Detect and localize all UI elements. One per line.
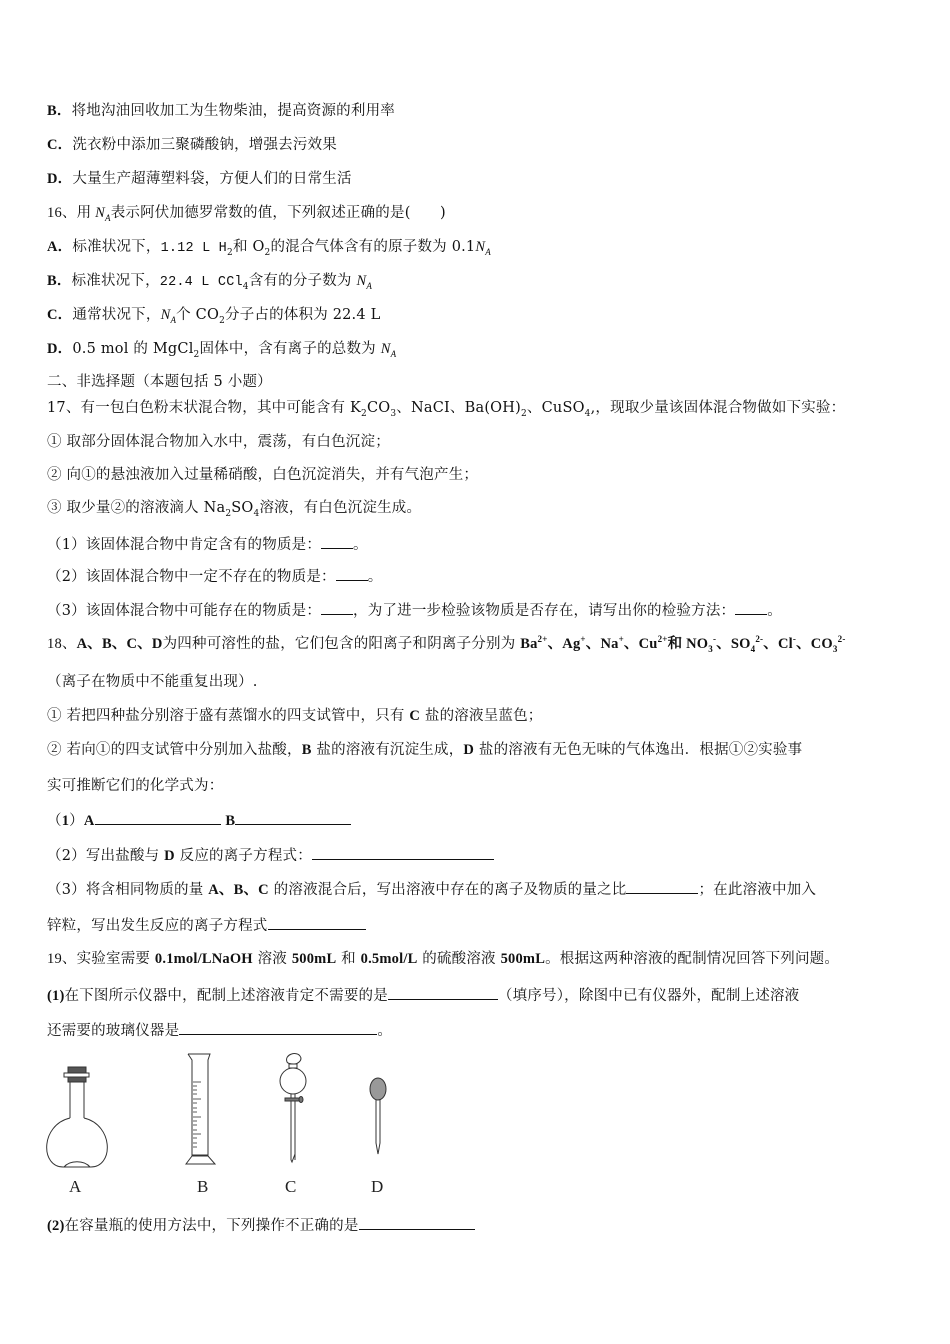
q18-sub-1 (47, 810, 351, 831)
q18-condition-2 (47, 740, 802, 760)
subscript: A (390, 348, 397, 359)
text: 在下图所示仪器中，配制上述溶液肯定不需要的是 (64, 988, 388, 1004)
separatory-funnel-icon (280, 1054, 306, 1162)
figure-label-a: A (69, 1177, 82, 1196)
text: （填序号），除图中已有仪器外，配制上述溶液 (497, 988, 800, 1004)
text: 锌粒，写出发生反应的离子方程式 (47, 918, 268, 934)
subscript: 2 (520, 408, 527, 419)
q16-option-c (47, 305, 380, 325)
subscript: 2 (361, 408, 367, 419)
q18-note: （离子在物质中不能重复出现）. (47, 674, 258, 690)
text: （ (47, 813, 62, 829)
text: ,，现取少量该固体混合物做如下实验： (590, 400, 846, 416)
text: （3）该固体混合物中可能存在的物质是： (47, 603, 322, 619)
q19-sub-1-cont (47, 1020, 392, 1041)
avogadro-symbol: N (95, 205, 105, 221)
option-letter: D． (47, 171, 73, 187)
q15-option-b (47, 101, 395, 121)
answer-blank-b[interactable] (235, 810, 351, 825)
answer-blank[interactable] (735, 600, 767, 615)
text: A、B、C (208, 882, 269, 898)
text: (1) (47, 988, 65, 1004)
graduated-cylinder-icon (186, 1054, 215, 1164)
q15-option-d (47, 169, 352, 189)
q18-sub-3-cont (47, 915, 366, 936)
text: 和 (336, 951, 361, 967)
text: 实验室需要 (76, 951, 155, 967)
q17-step-1: ① 取部分固体混合物加入水中，震荡，有白色沉淀； (47, 434, 390, 450)
text: 500mL (291, 951, 337, 967)
q19-sub-2 (47, 1215, 475, 1236)
text: ① 若把四种盐分别溶于盛有蒸馏水的四支试管中，只有 (47, 708, 410, 724)
text: ② 若向①的四支试管中分别加入盐酸， (47, 742, 302, 758)
volumetric-flask-icon (47, 1067, 108, 1167)
text: 在容量瓶的使用方法中，下列操作不正确的是 (64, 1218, 359, 1234)
text: 标准状况下， (72, 239, 161, 255)
answer-blank[interactable] (321, 600, 353, 615)
option-letter: B． (47, 273, 72, 289)
q16-option-a (47, 237, 491, 259)
answer-blank[interactable] (179, 1020, 377, 1035)
text: ，为了进一步检验该物质是否存在，请写出你的检验方法： (353, 603, 736, 619)
dropper-icon (370, 1078, 386, 1154)
subscript: 2 (219, 315, 225, 326)
text: （2）该固体混合物中一定不存在的物质是： (47, 569, 336, 585)
answer-blank[interactable] (268, 915, 366, 930)
q16-option-d (47, 339, 396, 359)
subscript: A (366, 280, 373, 291)
text: 通常状况下， (72, 307, 161, 323)
subscript: 4 (584, 408, 591, 419)
text: 。 (377, 1023, 393, 1039)
text: 溶液 (252, 951, 292, 967)
text: 1.12 L H (160, 241, 227, 256)
text: 和 O (232, 239, 265, 255)
answer-blank[interactable] (388, 985, 498, 1000)
question-number: 18、 (47, 636, 77, 652)
text: （3）将含相同物质的量 (47, 882, 209, 898)
text: B (225, 813, 236, 829)
avogadro-symbol: N (160, 307, 171, 323)
q16-option-b (47, 271, 372, 293)
answer-blank[interactable] (312, 845, 494, 860)
answer-blank[interactable] (321, 534, 353, 549)
q18-condition-2-cont: 实可推断它们的化学式为： (47, 778, 224, 794)
q18-sub-3 (47, 879, 816, 900)
text: (2) (47, 1218, 65, 1234)
text: 的硫酸溶液 (417, 951, 501, 967)
option-text: 大量生产超薄塑料袋，方便人们的日常生活 (72, 171, 352, 187)
text: 盐的溶液有无色无味的气体逸出．根据①②实验事 (474, 742, 803, 758)
text: B (301, 742, 312, 758)
text: 、CuSO (526, 400, 585, 416)
text: A (83, 813, 95, 829)
figure-label-d: D (371, 1177, 384, 1196)
text: 反应的离子方程式： (174, 848, 312, 864)
text: ） (69, 813, 84, 829)
text: 的混合气体含有的原子数为 0.1 (270, 239, 476, 255)
answer-blank[interactable] (626, 879, 698, 894)
text: ③ 取少量②的溶液滴人 Na (47, 500, 226, 516)
subscript: A (170, 314, 177, 325)
option-text: 洗衣粉中添加三聚磷酸钠，增强去污效果 (72, 137, 337, 153)
answer-blank[interactable] (359, 1215, 475, 1230)
text: 为四种可溶性的盐，它们包含的阳离子和阴离子分别为 (162, 636, 521, 652)
text: D (463, 742, 475, 758)
q18-sub-2 (47, 845, 494, 866)
avogadro-symbol: N (475, 239, 486, 255)
figure-label-c: C (285, 1177, 297, 1196)
subscript: 4 (253, 508, 260, 519)
avogadro-symbol: N (356, 273, 367, 289)
text: 17、有一包白色粉末状混合物，其中可能含有 K (47, 400, 361, 416)
text: 。 (367, 569, 383, 585)
text: 。 (353, 537, 368, 553)
text: 500mL (500, 951, 546, 967)
option-letter: D． (47, 341, 73, 357)
text: 0.5 mol 的 MgCl (72, 341, 194, 357)
text: 含有的分子数为 (248, 273, 357, 289)
text: SO (231, 500, 254, 516)
subscript: A (485, 246, 491, 257)
subscript: 2 (264, 247, 271, 258)
text: C (409, 708, 421, 724)
option-text: 将地沟油回收加工为生物柴油，提高资源的利用率 (71, 103, 395, 119)
q18-stem (47, 634, 846, 654)
text: 个 CO (176, 307, 220, 323)
section-title: 二、非选择题（本题包括 5 小题） (47, 374, 272, 390)
subscript: 2 (225, 508, 232, 519)
answer-blank[interactable] (336, 566, 368, 581)
question-number: 16、用 (47, 205, 96, 221)
ion-list: $Ba^{2+}$、Ag+、Na+、$Cu^{2+}$和 $NO_3^-$、$SO_4^{2-}$、Cl-、$CO_3^{2-}$ (520, 634, 846, 654)
q16-stem (47, 203, 446, 223)
option-letter: A． (47, 239, 73, 255)
stem-text: 表示阿伏加德罗常数的值，下列叙述正确的是( ) (110, 205, 446, 221)
subscript: A (105, 212, 111, 223)
text: ；在此溶液中加入 (698, 882, 817, 898)
q17-stem (47, 398, 845, 418)
q19-sub-1 (47, 985, 799, 1006)
text: 1 (61, 813, 70, 829)
figure-label-b: B (197, 1177, 209, 1196)
answer-blank-a[interactable] (95, 810, 221, 825)
option-letter: C． (47, 307, 73, 323)
q15-option-c (47, 135, 337, 155)
text: 固体中，含有离子的总数为 (199, 341, 381, 357)
subscript: 3 (390, 408, 397, 419)
text: 。根据这两种溶液的配制情况回答下列问题。 (545, 951, 840, 967)
text: A、B、C、D (76, 636, 163, 652)
text: 22.4 L CCl (159, 275, 243, 290)
q17-sub-1 (47, 534, 368, 555)
q17-sub-3 (47, 600, 782, 621)
text: 。 (767, 603, 782, 619)
text: 0.1mol/LNaOH (154, 951, 253, 967)
q19-stem (47, 949, 839, 969)
text: CO (366, 400, 391, 416)
q17-step-2: ② 向①的悬浊液加入过量稀硝酸，白色沉淀消失，并有气泡产生； (47, 467, 479, 483)
text: 盐的溶液有沉淀生成， (311, 742, 464, 758)
text: D (164, 848, 175, 864)
q17-sub-2 (47, 566, 382, 587)
text: 盐的溶液呈蓝色； (420, 708, 543, 724)
option-letter: C． (47, 137, 73, 153)
text: （2）写出盐酸与 (47, 848, 165, 864)
text: 、NaCI、Ba(OH) (396, 400, 521, 416)
apparatus-figure (30, 1050, 410, 1200)
q18-condition-1 (47, 706, 543, 726)
text: 的溶液混合后，写出溶液中存在的离子及物质的量之比 (268, 882, 627, 898)
text: （1）该固体混合物中肯定含有的物质是： (47, 537, 322, 553)
text: 0.5mol/L (360, 951, 418, 967)
text: 溶液，有白色沉淀生成。 (259, 500, 422, 516)
avogadro-symbol: N (380, 341, 391, 357)
subscript: 2 (227, 247, 233, 258)
subscript: 2 (193, 349, 200, 360)
text: 还需要的玻璃仪器是 (47, 1023, 180, 1039)
option-letter: B． (47, 103, 72, 119)
text: 标准状况下， (71, 273, 160, 289)
question-number: 19、 (47, 951, 77, 967)
text: 分子占的体积为 22.4 L (225, 307, 381, 323)
q17-step-3 (47, 498, 421, 518)
subscript: 4 (242, 281, 249, 292)
